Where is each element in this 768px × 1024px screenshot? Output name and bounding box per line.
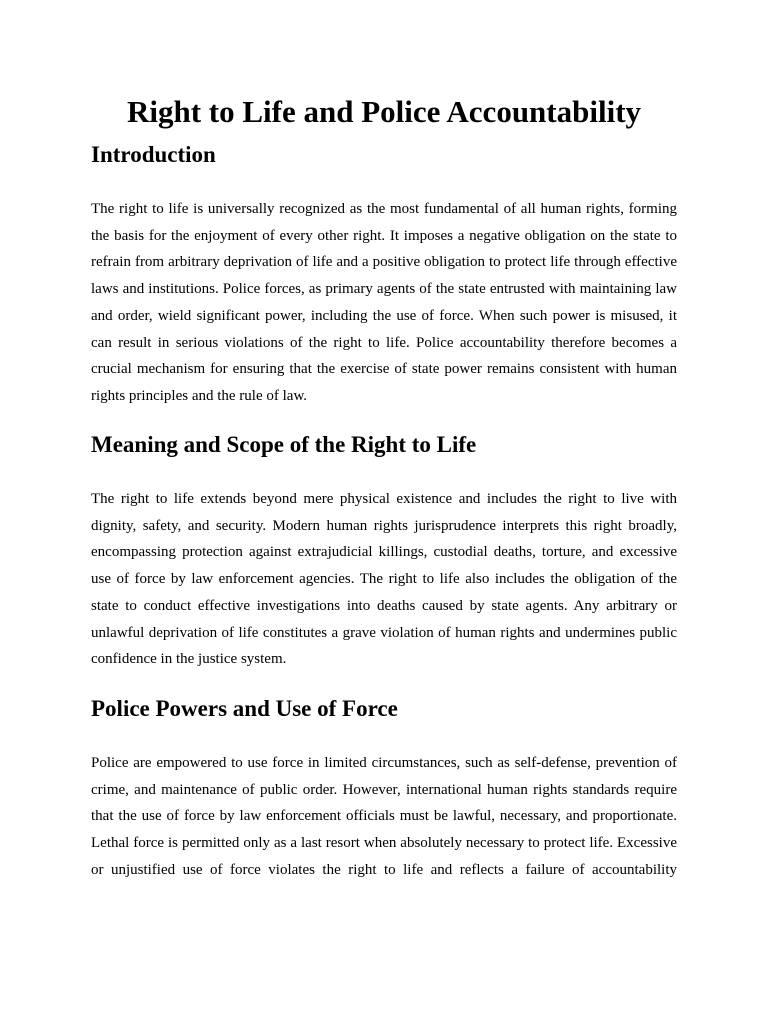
paragraph-line: crime, and maintenance of public order. However, international human rights standards require: [91, 781, 677, 798]
paragraph-line: unlawful deprivation of life constitutes a grave violation of human rights and undermines public: [91, 624, 677, 641]
section-heading-introduction: Introduction: [91, 142, 216, 167]
paragraph-line: laws and institutions. Police forces, as primary agents of the state entrusted with maintaining law: [91, 281, 677, 298]
section-paragraph-meaning-and-scope: [91, 486, 677, 673]
paragraph-line: use of force by law enforcement agencies. The right to life also includes the obligation of the: [91, 571, 677, 588]
paragraph-line: can result in serious violations of the right to life. Police accountability therefore becomes a: [91, 334, 677, 351]
paragraph-line: Lethal force is permitted only as a last resort when absolutely necessary to protect life. Excessive: [91, 835, 677, 852]
paragraph-line: The right to life extends beyond mere physical existence and includes the right to live with: [91, 491, 677, 507]
paragraph-line: state to conduct effective investigations into deaths caused by state agents. Any arbitrary or: [91, 597, 677, 614]
paragraph-line: crucial mechanism for ensuring that the exercise of state power remains consistent with human: [91, 361, 677, 378]
section-paragraph-police-powers: [91, 750, 677, 884]
paragraph-line: the basis for the enjoyment of every other right. It imposes a negative obligation on the state to: [91, 227, 677, 244]
document-title: Right to Life and Police Accountability: [126, 94, 642, 129]
paragraph-line: that the use of force by law enforcement officials must be lawful, necessary, and proportionate.: [91, 808, 677, 825]
paragraph-line: The right to life is universally recognized as the most fundamental of all human rights, forming: [91, 201, 677, 217]
paragraph-line: encompassing protection against extrajudicial killings, custodial deaths, torture, and excessive: [91, 544, 677, 561]
paragraph-line: or unjustified use of force violates the right to life and reflects a failure of accountability: [91, 861, 677, 878]
section-heading-police-powers: Police Powers and Use of Force: [91, 696, 398, 721]
section-paragraph-introduction: [91, 196, 677, 410]
paragraph-line: dignity, safety, and security. Modern human rights jurisprudence interprets this right broadly,: [91, 517, 677, 534]
paragraph-line: refrain from arbitrary deprivation of life and a positive obligation to protect life through effective: [91, 254, 677, 271]
paragraph-line: and order, wield significant power, including the use of force. When such power is misused, it: [91, 307, 677, 324]
section-heading-meaning-and-scope: Meaning and Scope of the Right to Life: [91, 432, 477, 457]
paragraph-line: Police are empowered to use force in limited circumstances, such as self-defense, prevention of: [91, 755, 677, 771]
paragraph-line: confidence in the justice system.: [91, 651, 287, 668]
paragraph-line: rights principles and the rule of law.: [91, 387, 308, 404]
